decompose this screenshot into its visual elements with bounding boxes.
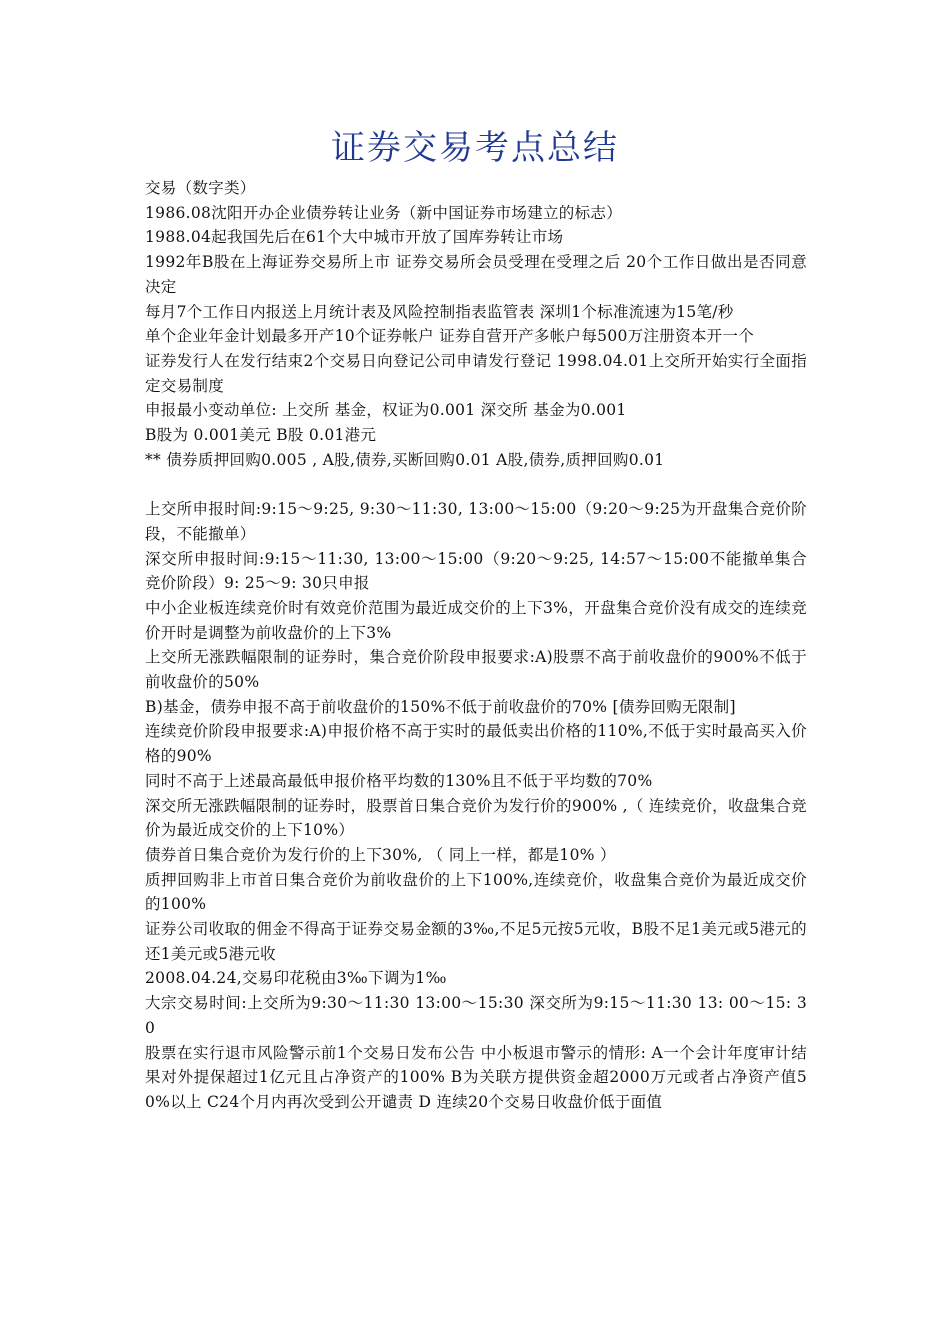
paragraph: ** 债券质押回购0.005 , A股,债券,买断回购0.01 A股,债券,质押回购0.01 — [145, 450, 665, 469]
paragraph: 单个企业年金计划最多开产10个证券帐户 证券自营开产多帐户每500万注册资本开一个 — [145, 327, 755, 346]
paragraph: 质押回购非上市首日集合竞价为前收盘价的上下100%,连续竞价，收盘集合竞价为最近成交价的100% — [145, 870, 807, 914]
paragraph: 同时不高于上述最高最低申报价格平均数的130%且不低于平均数的70% — [145, 771, 653, 790]
paragraph: 申报最小变动单位: 上交所 基金，权证为0.001 深交所 基金为0.001 — [145, 401, 627, 420]
paragraph: 大宗交易时间:上交所为9:30～11:30 13:00～15:30 深交所为9:15～11:30 13: 00～15: 30 — [145, 994, 807, 1037]
paragraph: 1986.08沈阳开办企业债券转让业务（新中国证券市场建立的标志） — [145, 203, 622, 222]
paragraph: 上交所无涨跌幅限制的证券时，集合竞价阶段申报要求:A)股票不高于前收盘价的900%不低于前收盘价的50% — [145, 648, 807, 692]
paragraph: 深交所无涨跌幅限制的证券时，股票首日集合竞价为发行价的900% ,（ 连续竞价，收盘集合竞价为最近成交价的上下10%） — [145, 796, 807, 840]
paragraph: 证券公司收取的佣金不得高于证券交易金额的3‰,不足5元按5元收，B股不足1美元或5港元的还1美元或5港元收 — [145, 920, 807, 963]
paragraph: B)基金，债券申报不高于前收盘价的150%不低于前收盘价的70% [债券回购无限制] — [145, 697, 736, 716]
document-body — [145, 176, 807, 1115]
paragraph: 1988.04起我国先后在61个大中城市开放了国库券转让市场 — [145, 228, 564, 247]
paragraph: 每月7个工作日内报送上月统计表及风险控制指表监管表 深圳1个标准流速为15笔/秒 — [145, 302, 734, 321]
paragraph: 深交所申报时间:9:15～11:30, 13:00～15:00（9:20～9:25, 14:57～15:00不能撤单集合竞价阶段）9: 25～9: 30只申报 — [145, 549, 807, 593]
paragraph: 连续竞价阶段申报要求:A)申报价格不高于实时的最低卖出价格的110%,不低于实时最高买入价格的90% — [145, 722, 807, 766]
paragraph: 1992年B股在上海证券交易所上市 证券交易所会员受理在受理之后 20个工作日做出是否同意决定 — [145, 253, 807, 296]
page-title: 证券交易考点总结 — [331, 128, 619, 168]
blank-line — [145, 472, 807, 497]
paragraph: 2008.04.24,交易印花税由3‰下调为1‰ — [145, 969, 447, 988]
paragraph: 交易（数字类） — [145, 179, 256, 197]
paragraph: 股票在实行退市风险警示前1个交易日发布公告 中小板退市警示的情形: A一个会计年度审计结果对外提保超过1亿元且占净资产的100% B为关联方提供资金超2000万元或者占净资产值50%以上 C24个月内再次受到公开谴责 D 连续20个交易日收盘价低于面值 — [145, 1043, 807, 1111]
paragraph: 债券首日集合竞价为发行价的上下30%, （ 同上一样，都是10% ） — [145, 845, 616, 864]
paragraph: 证券发行人在发行结束2个交易日向登记公司申请发行登记 1998.04.01上交所开始实行全面指定交易制度 — [145, 351, 807, 395]
paragraph: 上交所申报时间:9:15～9:25, 9:30～11:30, 13:00～15:00（9:20～9:25为开盘集合竞价阶段，不能撤单） — [145, 500, 807, 543]
paragraph: 中小企业板连续竞价时有效竞价范围为最近成交价的上下3%，开盘集合竞价没有成交的连续竞价开时是调整为前收盘价的上下3% — [145, 598, 807, 642]
paragraph: B股为 0.001美元 B股 0.01港元 — [145, 426, 377, 445]
